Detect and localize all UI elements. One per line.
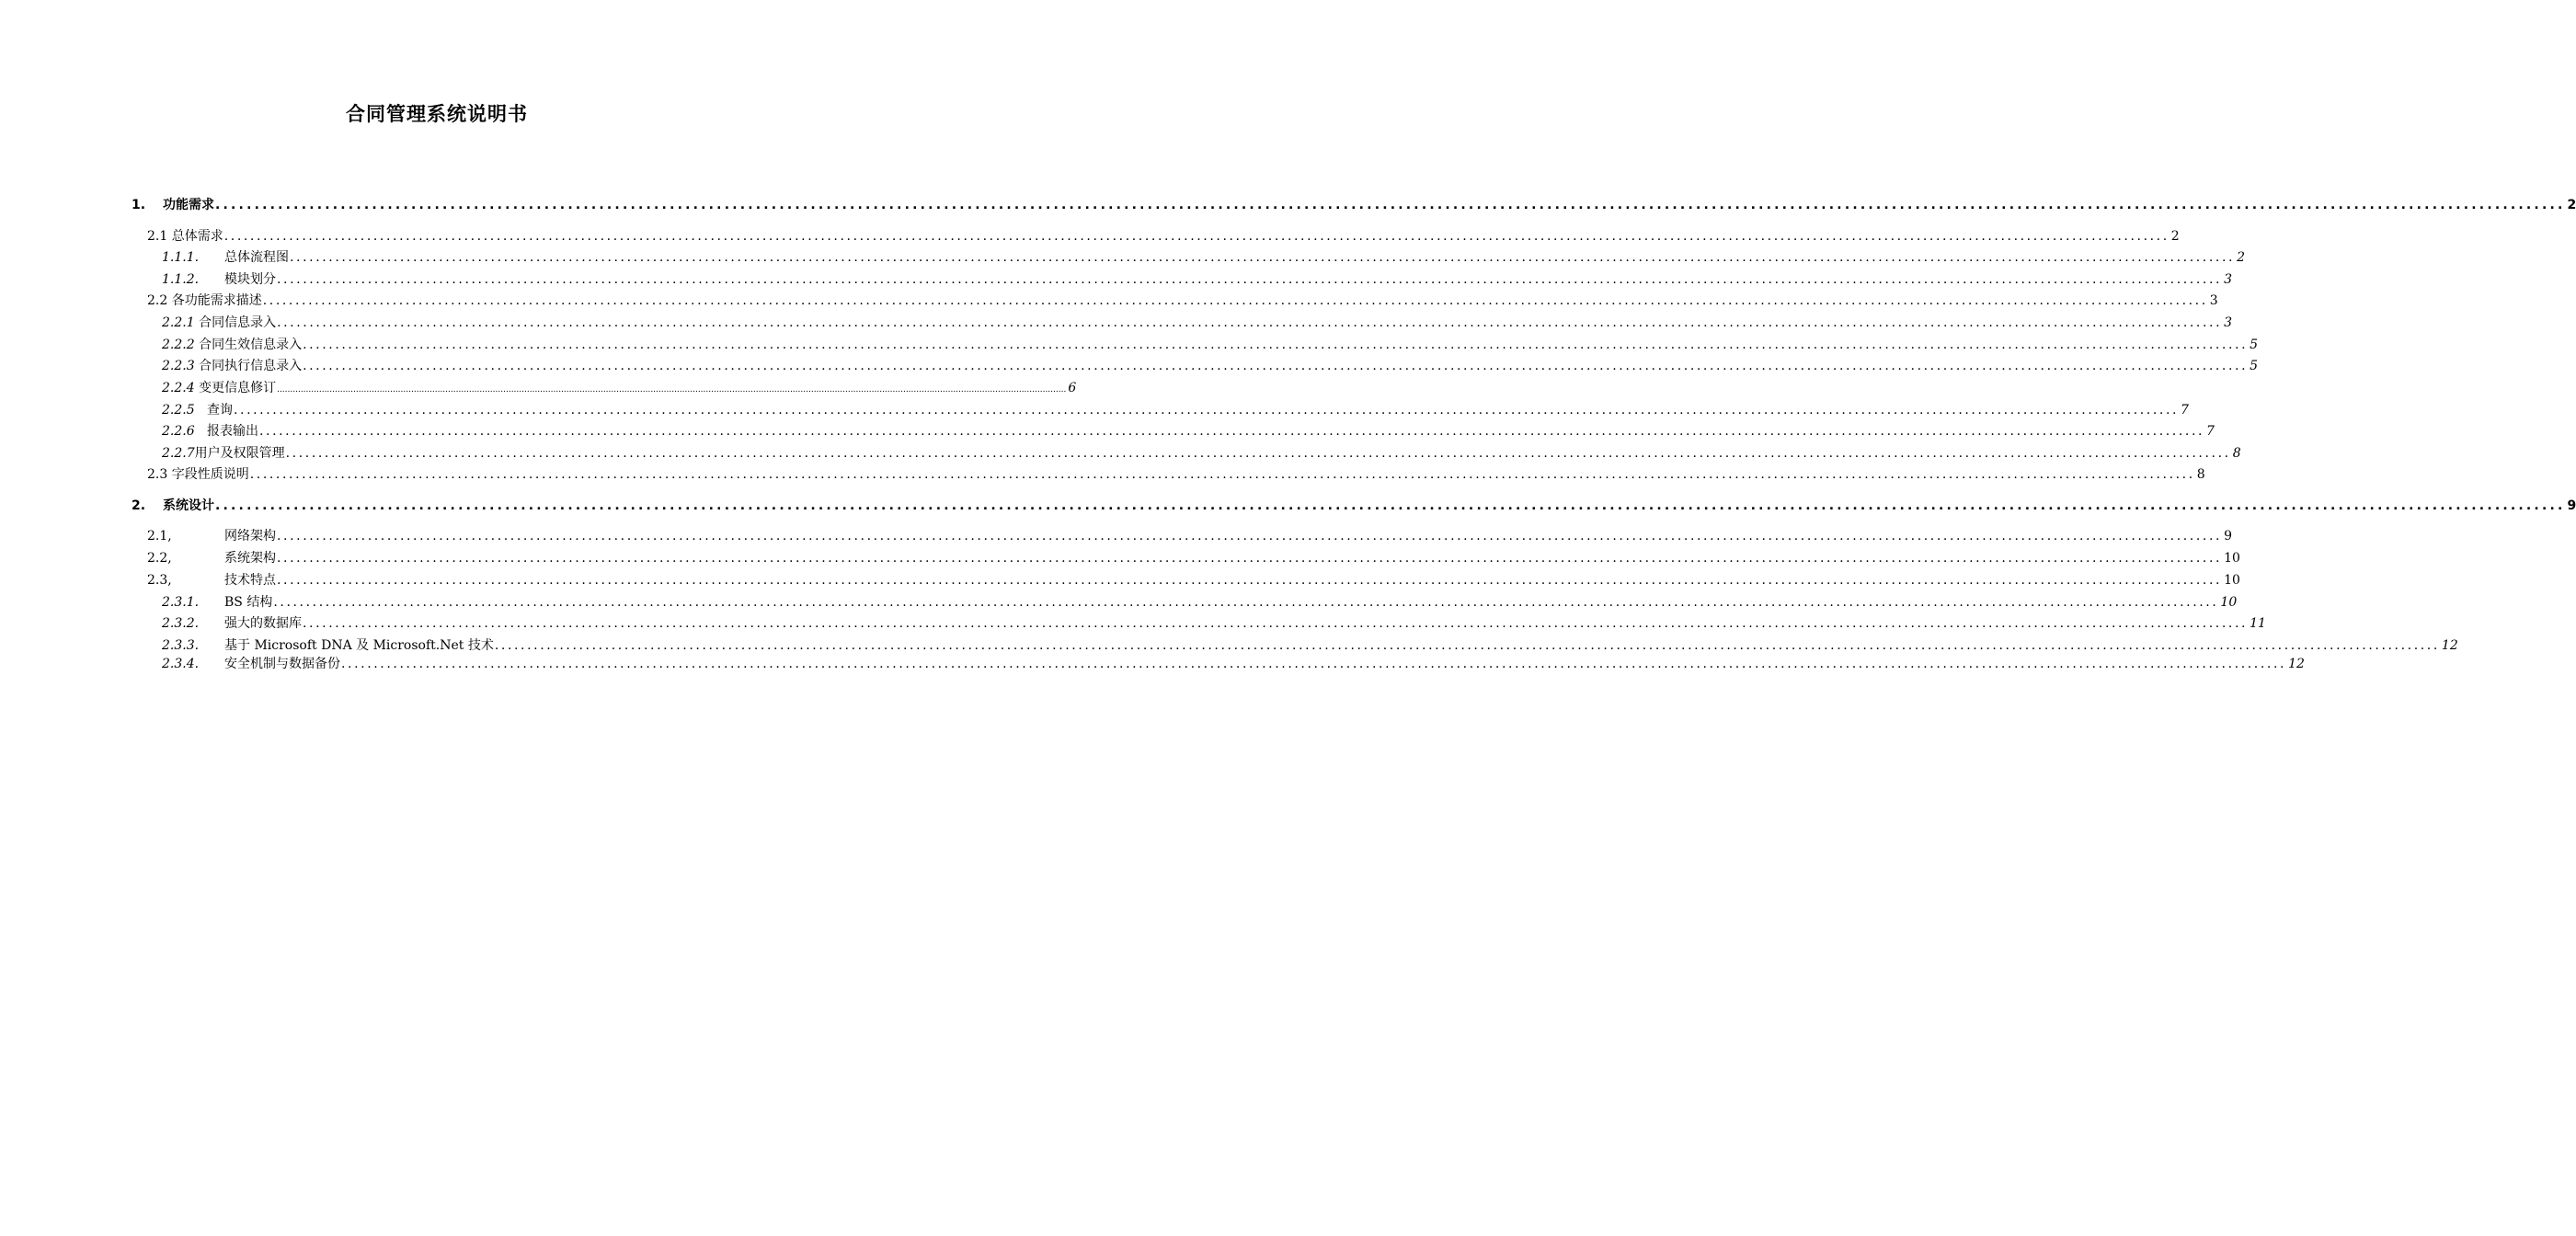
toc-leader: ............................................................................................................................................................................................................................................................................................................ — [494, 638, 2440, 653]
toc-entry[interactable] — [0, 356, 2259, 376]
toc-entry-label: 系统架构 — [224, 551, 276, 566]
toc-entry-page: 6 — [1068, 381, 1077, 395]
toc-entry-label: 强大的数据库 — [224, 616, 302, 631]
toc-entry-page: 3 — [2224, 315, 2233, 330]
toc-leader: ............................................................................................................................................................................................................................................................................................................ — [249, 467, 2195, 482]
toc-leader: ............................................................................................................................................................................................................................................................................................................ — [258, 424, 2205, 439]
toc-entry-number: 1.1.2. — [162, 272, 200, 287]
toc-entry-label: 系统设计 — [163, 498, 214, 513]
toc-entry[interactable] — [0, 654, 2305, 674]
toc-entry-label: 功能需求 — [163, 198, 214, 212]
toc-entry-label: 合同信息录入 — [199, 315, 277, 330]
toc-entry[interactable] — [0, 226, 2180, 246]
toc-leader: ............................................................................................................................................................................................................................................................................................................ — [277, 315, 2223, 330]
toc-entry-number: 2.2, — [147, 551, 172, 566]
toc-entry-label: 合同生效信息录入 — [199, 338, 303, 352]
toc-entry[interactable] — [0, 548, 2240, 568]
toc-entry-page: 7 — [2206, 424, 2215, 439]
toc-entry[interactable] — [0, 313, 2233, 333]
toc-leader: ............................................................................................................................................................................................................................................................................................................ — [223, 229, 2170, 244]
toc-entry-number: 2.3.4. — [162, 657, 200, 671]
toc-entry-page: 9 — [2224, 529, 2232, 544]
toc-entry-page: 3 — [2224, 272, 2232, 287]
toc-entry-number: 1. — [132, 198, 146, 212]
toc-leader: ............................................................................................................................................................................................................................................................................................................ — [215, 498, 2566, 513]
document-title: 合同管理系统说明书 — [346, 103, 528, 125]
toc-entry[interactable] — [0, 570, 2240, 590]
toc-entry-page: 5 — [2250, 359, 2259, 373]
toc-leader: ............................................................................................................................................................................................................................................................................................................ — [303, 338, 2249, 352]
toc-entry-number: 2.3.1. — [162, 595, 200, 610]
toc-entry-label: 合同执行信息录入 — [199, 359, 303, 373]
toc-entry-page: 2 — [2170, 229, 2180, 244]
toc-entry-number: 2.2.2 — [162, 338, 195, 352]
toc-entry[interactable] — [0, 613, 2266, 634]
toc-entry-page: 11 — [2250, 616, 2266, 631]
toc-entry[interactable] — [0, 400, 2189, 420]
toc-entry-number: 2. — [132, 498, 146, 513]
toc-entry[interactable] — [0, 335, 2259, 355]
toc-entry-label: 总体流程图 — [224, 250, 289, 265]
toc-leader: ............................................................................................................................................................................................................................................................................................................ — [290, 250, 2236, 265]
toc-entry[interactable] — [0, 378, 1077, 398]
toc-entry-page: 2 — [2567, 198, 2576, 212]
toc-leader: ............................................................................................................................................................................................................................................................................................................ — [277, 551, 2223, 566]
toc-leader: ............................................................................................................................................................................................................................................................................................................ — [273, 595, 2219, 610]
toc-entry-number: 2.2.3 — [162, 359, 195, 373]
toc-entry[interactable] — [0, 526, 2232, 546]
toc-entry-page: 5 — [2250, 338, 2259, 352]
toc-leader: ............................................................................................................................................................................................................................................................................................................ — [277, 385, 1067, 395]
toc-entry-number: 2.1, — [147, 529, 172, 544]
toc-entry-number: 2.2.5 — [162, 403, 195, 418]
toc-entry-label: 变更信息修订 — [199, 381, 277, 395]
toc-entry-label: 安全机制与数据备份 — [224, 657, 340, 671]
toc-entry[interactable] — [0, 464, 2205, 485]
toc-entry-page: 10 — [2220, 595, 2238, 610]
toc-entry-label: 用户及权限管理 — [194, 446, 285, 461]
toc-entry[interactable] — [0, 247, 2245, 268]
toc-entry-page: 8 — [2196, 467, 2205, 482]
toc-leader: ............................................................................................................................................................................................................................................................................................................ — [285, 446, 2231, 461]
toc-entry-page: 7 — [2181, 403, 2189, 418]
toc-entry-page: 8 — [2232, 446, 2241, 461]
toc-entry-number: 2.3.3. — [162, 638, 200, 653]
toc-entry[interactable] — [0, 269, 2232, 290]
toc-entry-number: 1.1.1. — [162, 250, 200, 265]
toc-entry-number: 2.2.1 — [162, 315, 195, 330]
toc-entry-number: 2.3.2. — [162, 616, 200, 631]
toc-entry[interactable] — [0, 635, 2458, 656]
toc-leader: ............................................................................................................................................................................................................................................................................................................ — [303, 359, 2249, 373]
toc-entry[interactable] — [0, 421, 2215, 441]
toc-entry[interactable] — [0, 291, 2218, 311]
toc-entry[interactable] — [0, 592, 2238, 612]
toc-leader: ............................................................................................................................................................................................................................................................................................................ — [277, 529, 2223, 544]
toc-leader: ............................................................................................................................................................................................................................................................................................................ — [233, 403, 2180, 418]
toc-entry-label: 网络架构 — [224, 529, 276, 544]
toc-entry-page: 2 — [2237, 250, 2245, 265]
toc-entry-label: BS 结构 — [224, 595, 273, 610]
toc-entry-label: 技术特点 — [224, 573, 276, 588]
toc-entry-label: 报表输出 — [206, 424, 258, 439]
toc-leader: ............................................................................................................................................................................................................................................................................................................ — [277, 573, 2223, 588]
toc-entry-number: 2.3, — [147, 573, 172, 588]
toc-entry[interactable] — [0, 195, 2576, 215]
toc-entry-page: 10 — [2224, 551, 2240, 566]
toc-leader: ............................................................................................................................................................................................................................................................................................................ — [341, 657, 2287, 671]
toc-entry[interactable] — [0, 443, 2241, 464]
toc-entry-page: 3 — [2209, 293, 2218, 308]
toc-leader: ............................................................................................................................................................................................................................................................................................................ — [303, 616, 2249, 631]
toc-entry-page: 9 — [2567, 498, 2576, 513]
toc-entry-label: 查询 — [206, 403, 233, 418]
toc-leader: ............................................................................................................................................................................................................................................................................................................ — [262, 293, 2208, 308]
toc-entry-label: 2.2 各功能需求描述 — [147, 293, 262, 308]
toc-entry-label: 2.3 字段性质说明 — [147, 467, 249, 482]
toc-entry-number: 2.2.7 — [162, 446, 195, 461]
toc-entry[interactable] — [0, 496, 2576, 516]
toc-leader: ............................................................................................................................................................................................................................................................................................................ — [215, 198, 2566, 212]
toc-entry-page: 10 — [2224, 573, 2240, 588]
toc-entry-label: 2.1 总体需求 — [147, 229, 223, 244]
toc-entry-number: 2.2.4 — [162, 381, 195, 395]
toc-entry-label: 模块划分 — [224, 272, 276, 287]
toc-leader: ............................................................................................................................................................................................................................................................................................................ — [277, 272, 2223, 287]
toc-entry-number: 2.2.6 — [162, 424, 195, 439]
toc-entry-label: 基于 Microsoft DNA 及 Microsoft.Net 技术 — [224, 638, 494, 653]
toc-entry-page: 12 — [2441, 638, 2458, 653]
toc-entry-page: 12 — [2288, 657, 2305, 671]
